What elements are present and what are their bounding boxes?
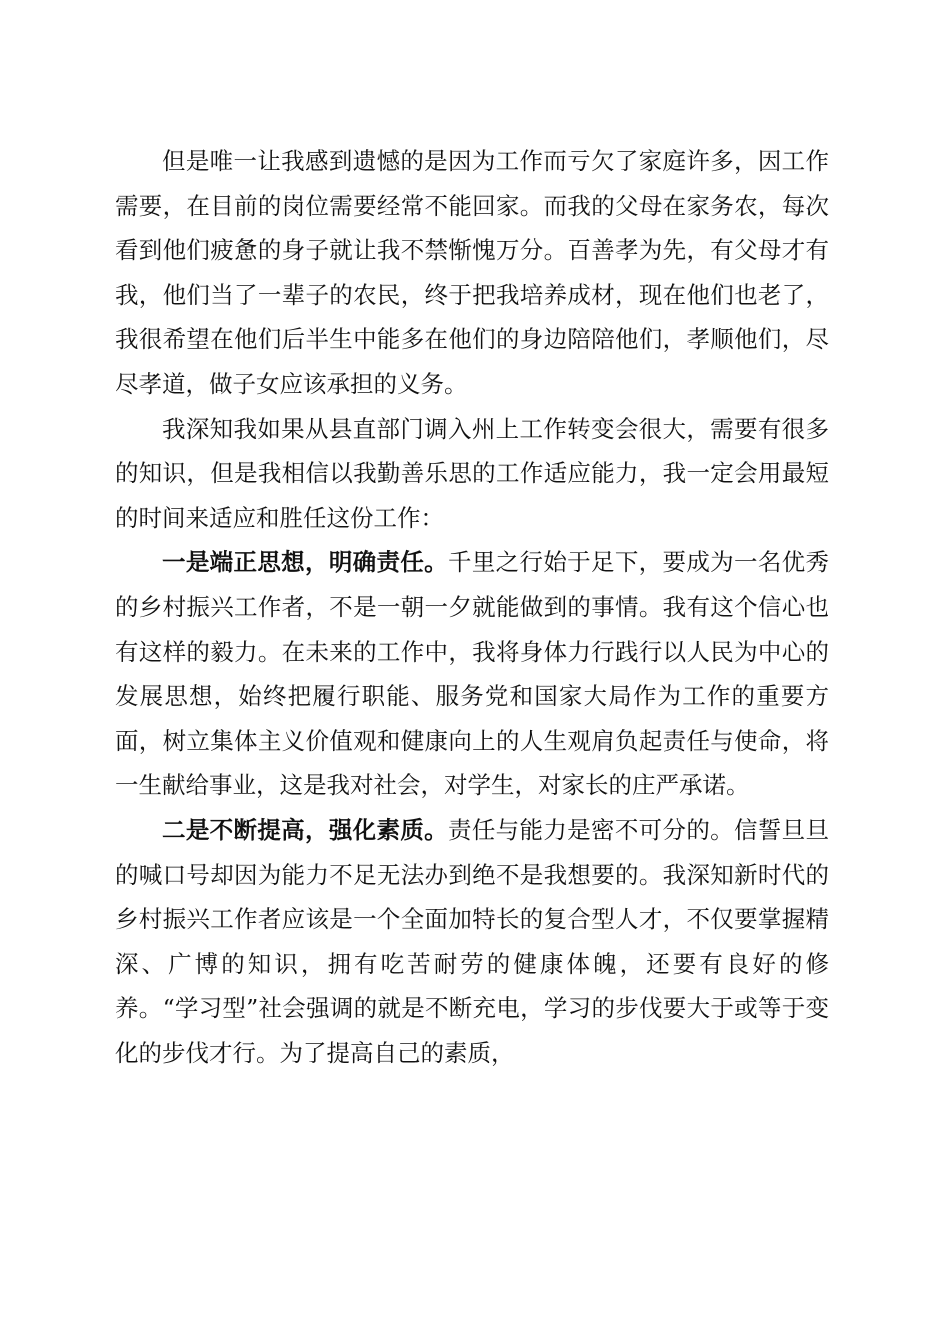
paragraph-text: 我深知我如果从县直部门调入州上工作转变会很大，需要有很多的知识，但是我相信以我勤善乐思的工作适应能力，我一定会用最短的时间来适应和胜任这份工作：	[115, 414, 829, 532]
paragraph-text: 千里之行始于足下，要成为一名优秀的乡村振兴工作者，不是一朝一夕就能做到的事情。我有这个信心也有这样的毅力。在未来的工作中，我将身体力行践行以人民为中心的发展思想，始终把履行职能、服务党和国家大局作为工作的重要方面，树立集体主义价值观和健康向上的人生观肩负起责任与使命，将一生献给事业，这是我对社会，对学生，对家长的庄严承诺。	[115, 548, 829, 800]
paragraph-text: 责任与能力是密不可分的。信誓旦旦的喊口号却因为能力不足无法办到绝不是我想要的。我深知新时代的乡村振兴工作者应该是一个全面加特长的复合型人才，不仅要掌握精深、广博的知识，拥有吃苦耐劳的健康体魄，还要有良好的修养。“学习型”社会强调的就是不断充电，学习的步伐要大于或等于变化的步伐才行。为了提高自己的素质，	[115, 815, 829, 1067]
paragraph-point-one	[115, 540, 829, 808]
paragraph-heading: 一是端正思想，明确责任。	[162, 548, 448, 577]
paragraph-adapt-work	[115, 407, 829, 541]
paragraph-point-two	[115, 808, 829, 1076]
paragraph-family-regret	[115, 139, 829, 407]
document-body	[115, 139, 829, 1075]
paragraph-heading: 二是不断提高，强化素质。	[162, 815, 448, 844]
paragraph-text: 但是唯一让我感到遗憾的是因为工作而亏欠了家庭许多，因工作需要，在目前的岗位需要经常不能回家。而我的父母在家务农，每次看到他们疲惫的身子就让我不禁惭愧万分。百善孝为先，有父母才有我，他们当了一辈子的农民，终于把我培养成材，现在他们也老了，我很希望在他们后半生中能多在他们的身边陪陪他们，孝顺他们，尽尽孝道，做子女应该承担的义务。	[115, 147, 829, 398]
